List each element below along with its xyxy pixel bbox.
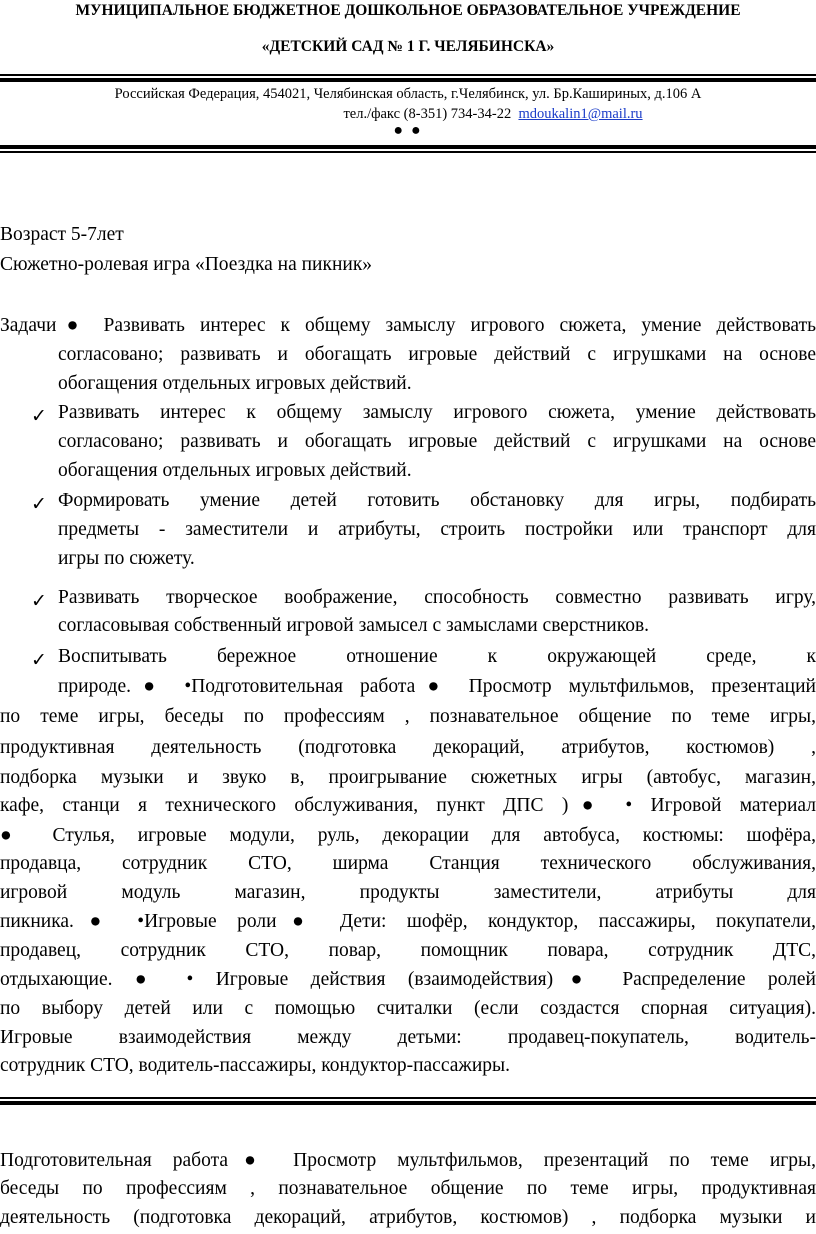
check-icon: ✓ [31, 405, 47, 427]
section-divider-thin [0, 1097, 816, 1099]
text-line: Развивать интерес к общему замыслу игрового сюжета, умение действовать [58, 402, 816, 423]
text-line: продавца, сотрудник СТО, ширма Станция технического обслуживания, [0, 853, 816, 874]
check-icon: ✓ [31, 649, 47, 671]
text-line: согласовывая собственный игровой замысел с замыслами сверстников. [58, 615, 650, 636]
institution-name-line1: МУНИЦИПАЛЬНОЕ БЮДЖЕТНОЕ ДОШКОЛЬНОЕ ОБРАЗОВАТЕЛЬНОЕ УЧРЕЖДЕНИЕ [75, 2, 741, 19]
check-icon: ✓ [31, 493, 47, 515]
text-line: игры по сюжету. [58, 548, 195, 569]
text-line: отдыхающие. ● • Игровые действия (взаимодействия)● Распределение ролей [0, 969, 816, 990]
institution-name-line2: «ДЕТСКИЙ САД № 1 Г. ЧЕЛЯБИНСКА» [261, 38, 555, 55]
text-line: обогащения отдельных игровых действий. [58, 460, 412, 481]
text-line: кафе, станци я технического обслуживания, пункт ДПС )● • Игровой материал [0, 795, 816, 816]
institution-address: Российская Федерация, 454021, Челябинская область, г.Челябинск, ул. Бр.Кашириных, д.106 А [114, 86, 702, 102]
age-line: Возраст 5-7лет [0, 224, 124, 245]
text-line: Воспитывать бережное отношение к окружающей среде, к [58, 646, 816, 667]
text-line: Подготовительная работа● Просмотр мультфильмов, презентаций по теме игры, [0, 1150, 816, 1171]
text-line: игровой модуль магазин, продукты заместители, атрибуты для [0, 882, 816, 903]
text-line: беседы по профессиям , познавательное общение по теме игры, продуктивная [0, 1178, 816, 1199]
text-line: Игровые взаимодействия между детьми: продавец-покупатель, водитель- [0, 1027, 816, 1048]
header-divider-thick [0, 78, 816, 82]
text-line: продуктивная деятельность (подготовка декораций, атрибутов, костюмов) , [0, 737, 816, 758]
email-link[interactable]: mdoukalin1@mail.ru [518, 106, 643, 122]
header-bottom-divider-thin [0, 151, 816, 153]
text-line: по выбору детей или с помощью считалки (если создастся спорная ситуация). [0, 998, 816, 1019]
header-divider-thin [0, 74, 816, 76]
text-line: обогащения отдельных игровых действий. [58, 373, 412, 394]
text-line: ● Стулья, игровые модули, руль, декорации для автобуса, костюмы: шофёра, [0, 825, 816, 846]
header-bottom-divider-thick [0, 145, 816, 149]
text-line: согласовано; развивать и обогащать игровые действий с игрушками на основе [58, 344, 816, 365]
decorative-dots: ● ● [393, 122, 423, 139]
phone-fax: тел./факс (8-351) 734-34-22 [343, 106, 512, 122]
text-line: Формировать умение детей готовить обстановку для игры, подбирать [58, 490, 816, 511]
check-icon: ✓ [31, 590, 47, 612]
section-divider-thick [0, 1101, 816, 1105]
text-line: Развивать творческое воображение, способность совместно развивать игру, [58, 587, 816, 608]
text-line: продавец, сотрудник СТО, повар, помощник повара, сотрудник ДТС, [0, 940, 816, 961]
text-line: природе.● •Подготовительная работа● Просмотр мультфильмов, презентаций [58, 676, 816, 697]
text-line: согласовано; развивать и обогащать игровые действий с игрушками на основе [58, 431, 816, 452]
game-title: Сюжетно-ролевая игра «Поездка на пикник» [0, 254, 373, 275]
text-line: подборка музыки и звуко в, проигрывание сюжетных игры (автобус, магазин, [0, 767, 816, 788]
text-line: сотрудник СТО, водитель-пассажиры, кондуктор-пассажиры. [0, 1055, 511, 1076]
text-line: деятельность (подготовка декораций, атрибутов, костюмов) , подборка музыки и [0, 1207, 816, 1228]
text-line: предметы - заместители и атрибуты, строить постройки или транспорт для [58, 519, 816, 540]
contact-line [0, 106, 816, 123]
text-line: по теме игры, беседы по профессиям , познавательное общение по теме игры, [0, 706, 816, 727]
text-line: пикника.● •Игровые роли● Дети: шофёр, кондуктор, пассажиры, покупатели, [0, 911, 816, 932]
text-line: Задачи● Развивать интерес к общему замыслу игрового сюжета, умение действовать [0, 315, 816, 336]
